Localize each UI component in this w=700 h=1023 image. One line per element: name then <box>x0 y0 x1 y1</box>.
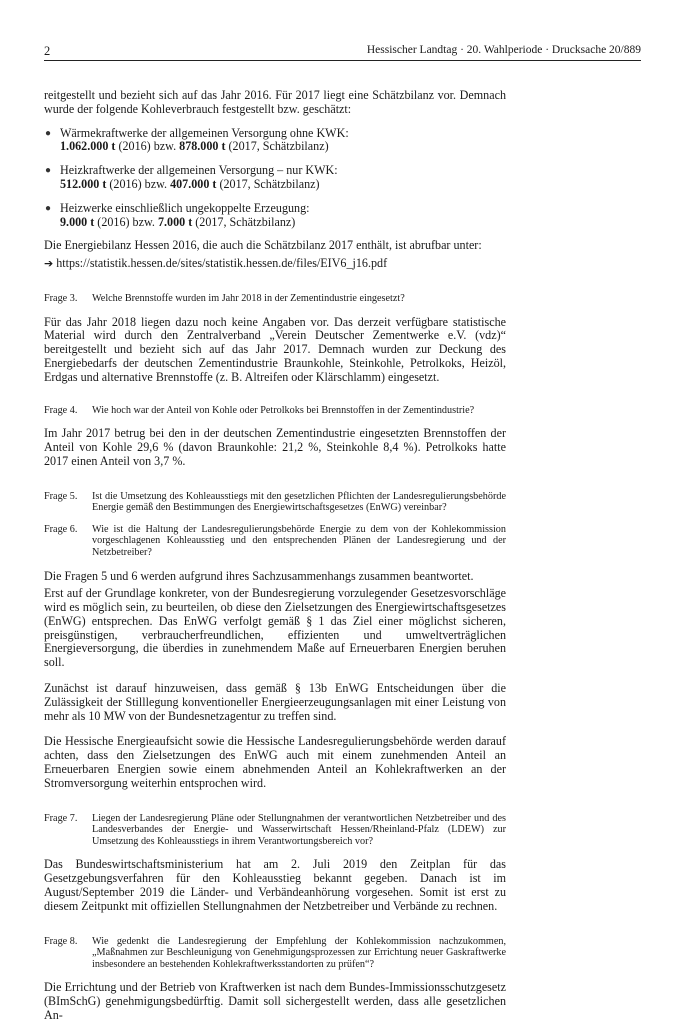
answer-5-6-paragraph: Zunächst ist darauf hinzuweisen, dass gemäß § 13b EnWG Entscheidungen über die Zulässigkeit der Stilllegung konventioneller Energieerzeugungsanlagen mit einer Leistung von mehr als 10 MW von der Bundesnetzagentur zu treffen sind. <box>44 681 506 723</box>
list-item-label: Wärmekraftwerke der allgemeinen Versorgung ohne KWK: <box>60 125 349 140</box>
value-2016: 1.062.000 t <box>60 139 116 154</box>
value-2016: 9.000 t <box>60 214 95 229</box>
answer-3: Für das Jahr 2018 liegen dazu noch keine Angaben vor. Das derzeit verfügbare statistische Material wird durch den Zentralverband „Verein Deutscher Zementwerke e.V. (vdz)“ bereitgestellt und bezieht sich auf das Jahr 2017. Demnach wurden zur Deckung des Energiebedarfs der deutschen Zementindustrie Braunkohle, Steinkohle, Petrolkoks, Heizöl, Erdgas und alternative Brennstoffe (z. B. Altreifen oder Klärschlamm) eingesetzt. <box>44 314 506 384</box>
page-header <box>44 44 641 60</box>
bullet-icon: ● <box>45 127 52 139</box>
list-item <box>44 164 506 192</box>
list-item-tail: (2017, Schätzbilanz) <box>216 176 320 191</box>
list-item-label: Heizkraftwerke der allgemeinen Versorgung – nur KWK: <box>60 163 338 178</box>
question-label: Frage 6. <box>44 523 78 535</box>
question-label: Frage 5. <box>44 490 78 502</box>
bullet-icon: ● <box>45 202 52 214</box>
page-content <box>44 89 506 1023</box>
value-2016: 512.000 t <box>60 176 107 191</box>
answer-7: Das Bundeswirtschaftsministerium hat am 2. Juli 2019 den Zeitplan für das Gesetzgebungsverfahren für den Kohleausstieg bekannt gegeben. Danach ist im August/September 2019 die Länder- und Verbändeanhörung vorgesehen. Somit ist erst zu diesem Zeitpunkt mit offiziellen Stellungnahmen der Netzbetreiber und Verbände zu rechnen. <box>44 857 506 913</box>
value-2017: 7.000 t <box>157 214 193 229</box>
question-text: Liegen der Landesregierung Pläne oder Stellungnahmen der verantwortlichen Netzbetreiber und des Landesverbandes der Energie- und Wasserwirtschaft Hessen/Rheinland-Pfalz (LDEW) zur Umsetzung des Kohleausstiegs in ihrem Verantwortungsbereich vor? <box>92 812 506 847</box>
value-2017: 878.000 t <box>179 139 226 154</box>
value-2017: 407.000 t <box>170 176 217 191</box>
question-text: Wie ist die Haltung der Landesregulierungsbehörde Energie zu dem von der Kohlekommission vorgeschlagenen Kohleausstieg und den entsprechenden Plänen der Landesregierung und der Netzbetreiber? <box>92 523 506 558</box>
list-item-label: Heizwerke einschließlich ungekoppelte Erzeugung: <box>60 200 310 215</box>
question-7 <box>44 813 506 848</box>
answer-4: Im Jahr 2017 betrug bei den in der deutschen Zementindustrie eingesetzten Brennstoffen der Anteil von Kohle 29,6 % (davon Braunkohle: 21,2 %, Steinkohle 8,4 %). Petrolkoks hatte 2017 einen Anteil von 3,7 %. <box>44 426 506 468</box>
question-3 <box>44 293 506 305</box>
list-item-mid: (2016) bzw. <box>115 139 180 154</box>
question-6 <box>44 524 506 559</box>
question-label: Frage 7. <box>44 812 78 824</box>
list-item-tail: (2017, Schätzbilanz) <box>192 214 296 229</box>
question-label: Frage 8. <box>44 935 78 947</box>
question-text: Wie hoch war der Anteil von Kohle oder Petrolkoks bei Brennstoffen in der Zementindustrie? <box>92 404 475 416</box>
arrow-right-icon: ➔ <box>44 257 54 271</box>
source-link-line <box>44 257 506 271</box>
question-4 <box>44 405 506 417</box>
list-item-mid: (2016) bzw. <box>94 214 158 229</box>
answer-5-6-paragraph: Die Hessische Energieaufsicht sowie die Hessische Landesregulierungsbehörde werden darauf achten, dass den Zielsetzungen des EnWG auch mit einem zunehmenden Anteil an Erneuerbaren Energien sowie einem abnehmenden Anteil an Kohlekraftwerken an der Stromversorgung weiterhin entsprochen wird. <box>44 734 506 790</box>
intro-paragraph: reitgestellt und bezieht sich auf das Jahr 2016. Für 2017 liegt eine Schätzbilanz vor. Demnach wurde der folgende Kohleverbrauch festgestellt bzw. geschätzt: <box>44 88 506 116</box>
answer-5-6-paragraph: Erst auf der Grundlage konkreter, von der Bundesregierung vorzulegender Gesetzesvorschläge wird es möglich sein, zu beurteilen, ob diese den Zielsetzungen des Energiewirtschaftsgesetzes (EnWG) entsprechen. Das EnWG verfolgt gemäß § 1 das Ziel einer möglichst sicheren, preisgünstigen, verbraucherfreundlichen, effizienten und umweltverträglichen Energieversorgung, die überdies in zunehmendem Maße auf Erneuerbaren Energien beruhen soll. <box>44 586 506 670</box>
answer-8: Die Errichtung und der Betrieb von Kraftwerken ist nach dem Bundes-Immissionsschutzgesetz (BImSchG) genehmigungsbedürftig. Damit soll sichergestellt werden, dass alle gesetzlichen An- <box>44 980 506 1022</box>
question-text: Welche Brennstoffe wurden im Jahr 2018 in der Zementindustrie eingesetzt? <box>92 292 405 304</box>
question-label: Frage 4. <box>44 404 78 416</box>
question-5 <box>44 491 506 514</box>
header-rule <box>44 60 641 61</box>
answer-5-6-intro: Die Fragen 5 und 6 werden aufgrund ihres Sachzusammenhangs zusammen beantwortet. <box>44 568 474 583</box>
coal-consumption-list <box>44 127 506 230</box>
question-8 <box>44 936 506 971</box>
question-text: Wie gedenkt die Landesregierung der Empfehlung der Kohlekommission nachzukommen, „Maßnahmen zur Beschleunigung von Genehmigungsprozessen zur Errichtung neuer Gaskraftwerke insbesondere an bestehenden Kohlekraftwerksstandorten zu prüfen“? <box>92 935 506 970</box>
question-text: Ist die Umsetzung des Kohleausstiegs mit den gesetzlichen Pflichten der Landesregulierungsbehörde Energie gemäß den Bestimmungen des Energiewirtschaftsgesetzes (EnWG) vereinbar? <box>92 490 506 514</box>
page-number: 2 <box>44 44 51 58</box>
running-head: Hessischer Landtag · 20. Wahlperiode · Drucksache 20/889 <box>366 44 641 56</box>
source-link[interactable]: https://statistik.hessen.de/sites/statistik.hessen.de/files/EIV6_j16.pdf <box>56 256 388 271</box>
list-item <box>44 202 506 230</box>
list-item-tail: (2017, Schätzbilanz) <box>225 139 329 154</box>
energy-balance-text: Die Energiebilanz Hessen 2016, die auch die Schätzbilanz 2017 enthält, ist abrufbar unter: <box>44 238 482 253</box>
question-label: Frage 3. <box>44 292 78 304</box>
list-item-mid: (2016) bzw. <box>106 176 171 191</box>
list-item <box>44 127 506 155</box>
bullet-icon: ● <box>45 165 52 177</box>
